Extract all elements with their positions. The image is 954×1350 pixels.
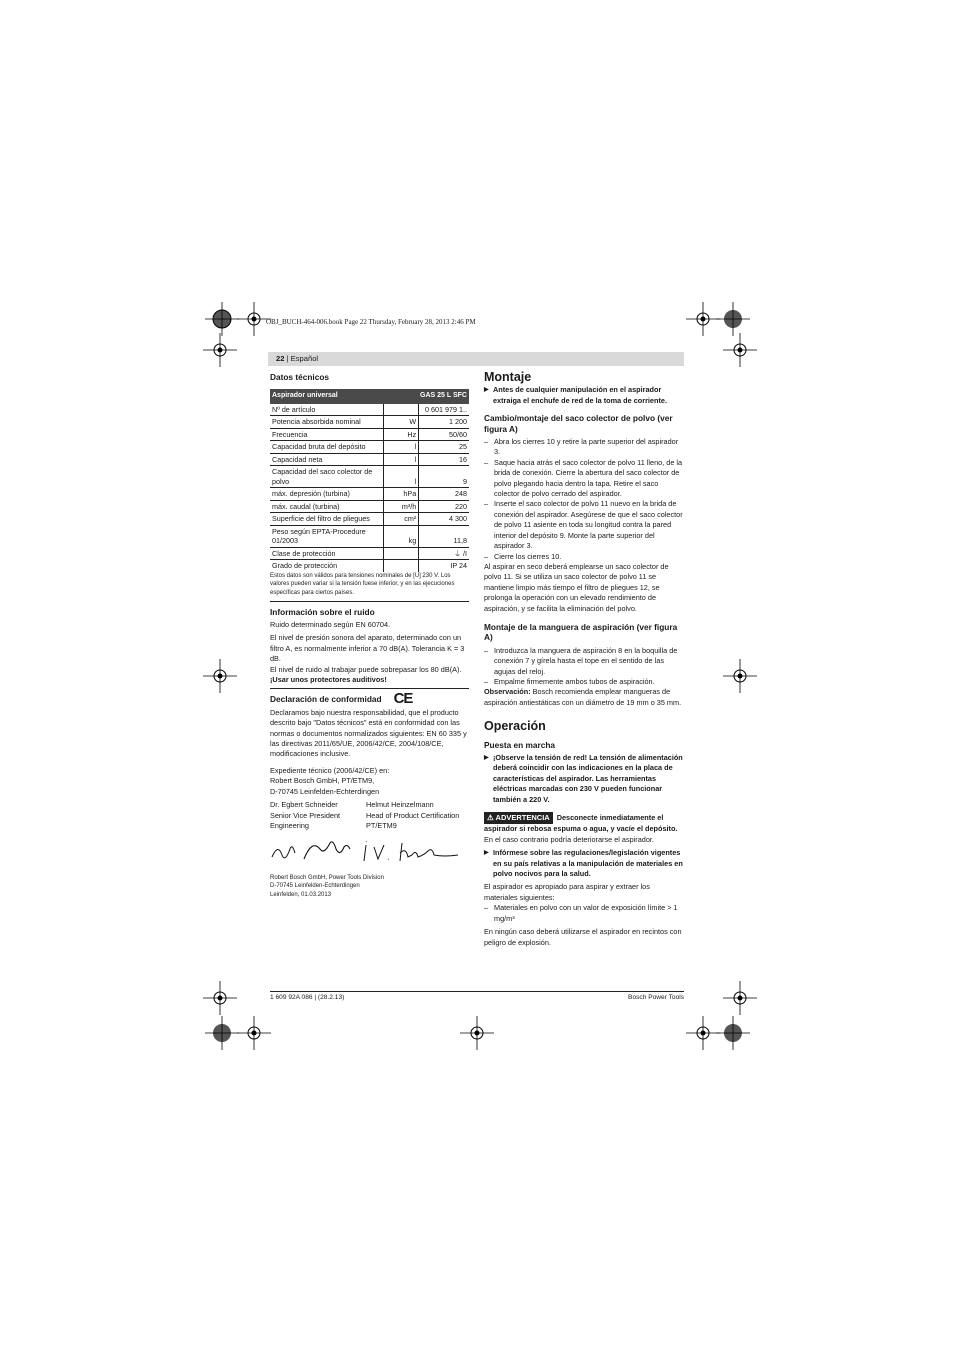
- row-value: ⏚ /I: [419, 547, 469, 560]
- registration-mark-icon: [723, 981, 757, 1015]
- signer-1-role-1: Senior Vice President: [270, 810, 341, 820]
- row-unit: l: [384, 466, 419, 488]
- row-unit: [384, 560, 419, 572]
- table-row: [270, 547, 469, 560]
- noise-title: Información sobre el ruido: [270, 606, 375, 617]
- row-label: Peso según EPTA-Procedure 01/2003: [270, 525, 384, 547]
- row-unit: hPa: [384, 488, 419, 501]
- row-label: Capacidad del saco colector de polvo: [270, 466, 384, 488]
- row-unit: [384, 404, 419, 416]
- noise-text-4: ¡Usar unos protectores auditivos!: [270, 675, 387, 685]
- table-row: [270, 428, 469, 441]
- foam-warning: [484, 812, 684, 845]
- suitable-text: El aspirador es apropiado para aspirar y extraer los materiales siguientes:: [484, 882, 650, 902]
- footer-rule: [270, 991, 684, 992]
- conformity-file-1: Expediente técnico (2006/42/CE) en:: [270, 765, 390, 775]
- row-label: máx. caudal (turbina): [270, 500, 384, 513]
- address-1: Robert Bosch GmbH, Power Tools Division: [270, 874, 384, 881]
- row-value: 220: [419, 500, 469, 513]
- table-row: [270, 441, 469, 454]
- ce-mark: CE: [393, 690, 413, 708]
- page-number: 22: [276, 354, 285, 363]
- footer-left: 1 609 92A 086 | (28.2.13): [270, 994, 345, 1001]
- row-value: 248: [419, 488, 469, 501]
- page-language: Español: [290, 354, 319, 363]
- footer-right: Bosch Power Tools: [628, 994, 684, 1001]
- row-label: Superficie del filtro de pliegues: [270, 513, 384, 526]
- table-row: [270, 500, 469, 513]
- signer-2-name: Helmut Heinzelmann: [366, 800, 434, 810]
- row-label: Nº de artículo: [270, 404, 384, 416]
- row-label: máx. depresión (turbina): [270, 488, 384, 501]
- registration-mark-icon: [686, 302, 720, 336]
- row-unit: Hz: [384, 428, 419, 441]
- list-item: – Saque hacia atrás el saco colector de polvo 11 lleno, de la brida de conexión. Cierre la abertura del saco colector de polvo plegando hacia dentro la tapa. Retire el saco colector de polvo cerrado del aspirador.: [484, 458, 684, 500]
- conformity-title: Declaración de conformidad: [270, 694, 382, 705]
- list-item: – Empalme firmemente ambos tubos de aspiración.: [484, 677, 684, 687]
- noise-text-1: Ruido determinado según EN 60704.: [270, 620, 391, 629]
- row-unit: cm²: [384, 513, 419, 526]
- row-unit: l: [384, 441, 419, 454]
- row-value: 11,8: [419, 525, 469, 547]
- print-header: OBJ_BUCH-464-006.book Page 22 Thursday, February 28, 2013 2:46 PM: [266, 318, 476, 326]
- row-label: Potencia absorbida nominal: [270, 416, 384, 429]
- observation-label: Observación:: [484, 687, 531, 697]
- registration-mark-icon: [460, 1016, 494, 1050]
- signer-2-role-1: Head of Product Certification: [366, 810, 460, 820]
- row-value: 1 200: [419, 416, 469, 429]
- conformity-text: Declaramos bajo nuestra responsabilidad, que el producto descrito bajo "Datos técnicos" está en conformidad con las normas o documentos normalizados siguientes: EN 60 335 y las directivas 2011/65/UE, 2006/42/CE, 2004/108/CE, modificaciones inclusive.: [270, 707, 467, 759]
- registration-mark-icon: [203, 659, 237, 693]
- registration-mark-icon: [237, 1016, 271, 1050]
- list-item: – Cierre los cierres 10.: [484, 552, 684, 562]
- start-title: Puesta en marcha: [484, 739, 556, 750]
- warning-badge: ⚠ ADVERTENCIA: [484, 812, 553, 824]
- signer-1-name: Dr. Egbert Schneider: [270, 800, 338, 810]
- registration-mark-icon: [205, 302, 239, 336]
- row-unit: [384, 547, 419, 560]
- address-3: Leinfelden, 01.03.2013: [270, 891, 332, 898]
- foam-warning-bold: Desconecte inmediatamente el aspirador si rebosa espuma o agua, y vacíe el depósito.: [484, 813, 678, 834]
- registration-mark-icon: [723, 659, 757, 693]
- registration-mark-icon: [203, 981, 237, 1015]
- tech-head-model: GAS 25 L SFC: [384, 389, 469, 403]
- address-2: D-70745 Leinfelden-Echterdingen: [270, 883, 360, 890]
- noise-text-2: El nivel de presión sonora del aparato, determinado con un filtro A, es normalmente inferior a 70 dB(A). Tolerancia K = 3 dB.: [270, 633, 465, 664]
- row-value: 0 601 979 1..: [419, 404, 469, 416]
- table-row: [270, 453, 469, 466]
- registration-mark-icon: [716, 1016, 750, 1050]
- row-unit: kg: [384, 525, 419, 547]
- right-column: [484, 372, 684, 948]
- row-label: Grado de protección: [272, 561, 338, 571]
- table-row: [270, 466, 469, 488]
- tech-head-label: Aspirador universal: [270, 389, 384, 403]
- table-row: [270, 404, 469, 416]
- page-header-bar: 22 | Español: [268, 352, 684, 366]
- list-item: – Introduzca la manguera de aspiración 8 en la boquilla de conexión 7 y gírela hasta el tope en el sentido de las agujas del reloj.: [484, 646, 684, 677]
- hose-title: Montaje de la manguera de aspiración (ver figura A): [484, 621, 678, 643]
- list-item: – Abra los cierres 10 y retire la parte superior del aspirador 3.: [484, 437, 684, 458]
- signer-1-role-2: Engineering: [270, 820, 309, 830]
- table-row: [270, 488, 469, 501]
- row-unit: W: [384, 416, 419, 429]
- hose-observation: [484, 687, 684, 708]
- row-value: 50/60: [419, 428, 469, 441]
- montaje-warning: ▶ Antes de cualquier manipulación en el aspirador extraiga el enchufe de red de la toma de corriente.: [484, 385, 684, 406]
- regulations-note: ▶ Infórmese sobre las regulaciones/legislación vigentes en su país relativas a la manipulación de materiales en polvo nocivos para la salud.: [484, 848, 684, 879]
- list-item: – Inserte el saco colector de polvo 11 nuevo en la brida de conexión del aspirador. Asegúrese de que el saco colector de polvo 11 asiente en toda su longitud contra la pared interior del depósito 9. Monte la parte superior del aspirador 3.: [484, 499, 684, 551]
- row-value: IP 24: [419, 560, 469, 572]
- forbidden-text: En ningún caso deberá utilizarse el aspirador en recintos con peligro de explosión.: [484, 927, 682, 947]
- foam-warning-text: En el caso contrario podría deteriorarse el aspirador.: [484, 834, 654, 844]
- conformity-file-2: Robert Bosch GmbH, PT/ETM9,: [270, 776, 375, 786]
- signer-2-role-2: PT/ETM9: [366, 820, 397, 830]
- tech-table: [270, 389, 469, 571]
- row-unit: m³/h: [384, 500, 419, 513]
- signatures-image: [270, 837, 469, 867]
- bag-note: Al aspirar en seco deberá emplearse un saco colector de polvo 11. Si se utiliza un saco colector de polvo 11 se mantiene limpio más tiempo el filtro de pliegues 12, se prolonga la operación con un elevado rendimiento de aspiración, y se facilita la eliminación del polvo.: [484, 561, 669, 613]
- noise-text-3: El nivel de ruido al trabajar puede sobrepasar los 80 dB(A).: [270, 664, 462, 674]
- row-label: Clase de protección: [270, 547, 384, 560]
- montaje-title: Montaje: [484, 370, 532, 384]
- table-row: [270, 525, 469, 547]
- operacion-title: Operación: [484, 719, 546, 734]
- row-value: 16: [419, 453, 469, 466]
- registration-mark-icon: [686, 1016, 720, 1050]
- row-label: Capacidad neta: [270, 453, 384, 466]
- tech-title: Datos técnicos: [270, 372, 330, 382]
- registration-mark-icon: [203, 333, 237, 367]
- left-column: [270, 372, 469, 900]
- registration-mark-icon: [716, 302, 750, 336]
- row-label: Capacidad bruta del depósito: [270, 441, 384, 454]
- list-item: – Materiales en polvo con un valor de exposición límite > 1 mg/m³: [484, 903, 684, 924]
- conformity-file-3: D-70745 Leinfelden-Echterdingen: [270, 786, 380, 796]
- row-value: 4 300: [419, 513, 469, 526]
- tech-note: Estos datos son válidos para tensiones nominales de [U] 230 V. Los valores pueden variar si la tensión fuese inferior, y en las ejecuciones específicas para ciertos países.: [270, 572, 455, 596]
- registration-mark-icon: [205, 1016, 239, 1050]
- tech-table-head: [270, 389, 469, 403]
- table-row: [270, 416, 469, 429]
- row-label: Frecuencia: [270, 428, 384, 441]
- row-value: 25: [419, 441, 469, 454]
- table-row: [270, 513, 469, 526]
- observation-text: Bosch recomienda emplear mangueras de aspiración antiestáticas con un diámetro de 19 mm o 35 mm.: [484, 687, 682, 707]
- row-unit: l: [384, 453, 419, 466]
- voltage-warning: ▶ ¡Observe la tensión de red! La tensión de alimentación deberá coincidir con las indicaciones en la placa de características del aspirador. Las herramientas eléctricas marcadas con 230 V pueden funcionar también a 220 V.: [484, 753, 684, 805]
- table-row: [270, 560, 469, 572]
- registration-mark-icon: [723, 333, 757, 367]
- row-value: 9: [419, 466, 469, 488]
- bag-title: Cambio/montaje del saco colector de polvo (ver figura A): [484, 413, 673, 434]
